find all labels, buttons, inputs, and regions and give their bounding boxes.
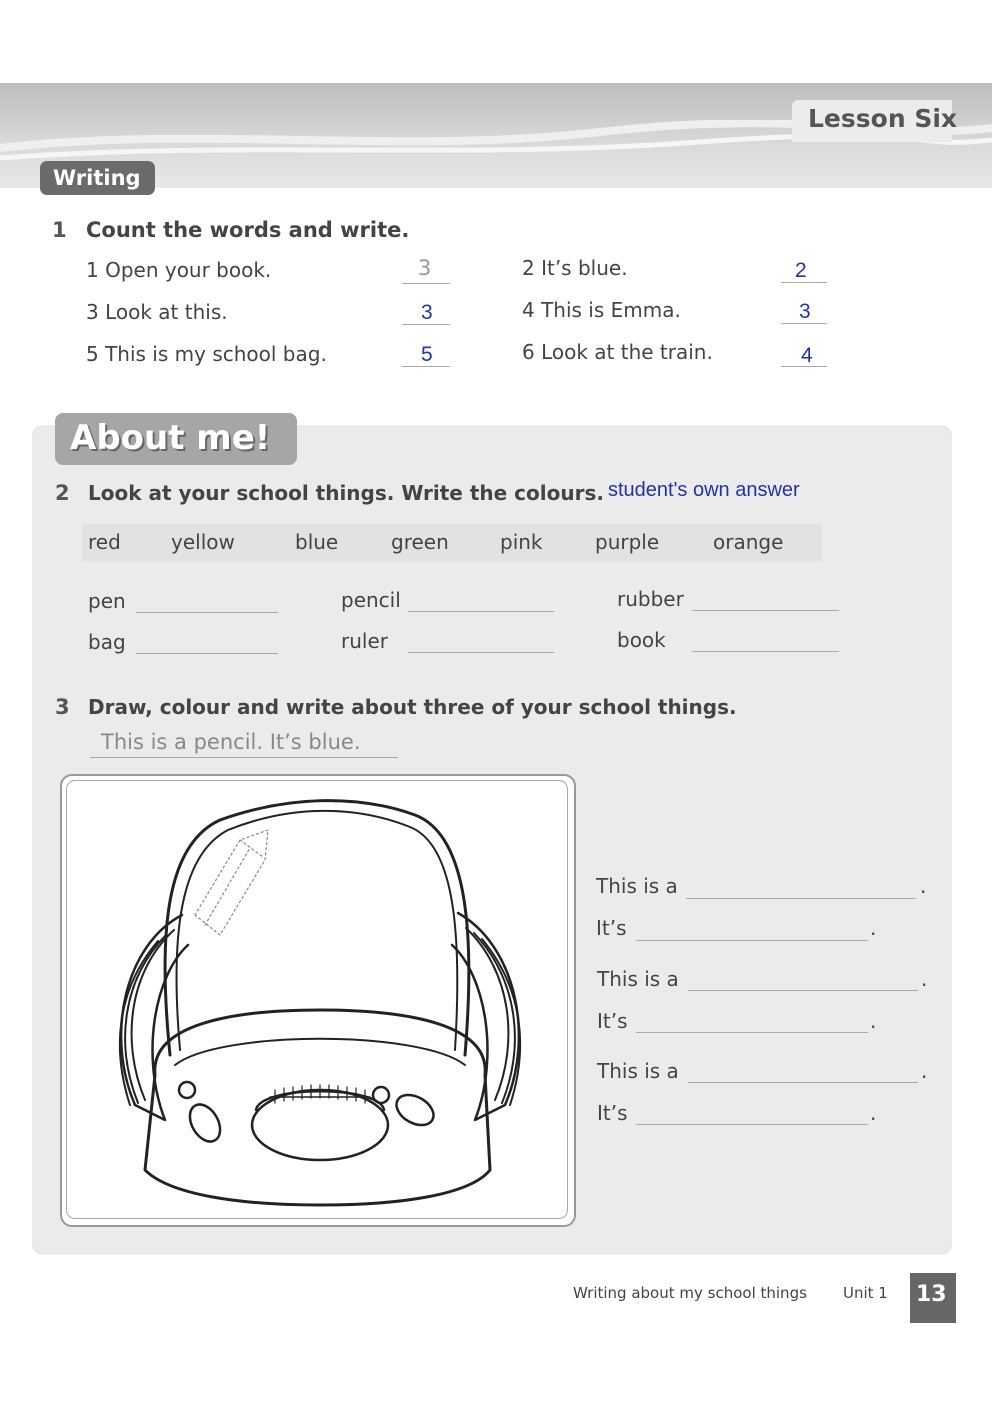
pencil-colour-blank[interactable]	[408, 611, 554, 612]
colour-blank-2[interactable]	[636, 1032, 868, 1033]
ex1-answer-line-3	[402, 324, 450, 325]
pen-colour-blank[interactable]	[136, 612, 278, 613]
ex1-item-4: 4 This is Emma.	[522, 298, 681, 322]
ex1-answer-1: 3	[418, 256, 432, 280]
page-number: 13	[916, 1282, 947, 1307]
period: .	[870, 1101, 877, 1125]
footer-unit: Unit 1	[843, 1284, 888, 1302]
colour-word: yellow	[171, 530, 235, 554]
colour-word: orange	[713, 530, 784, 554]
example-line	[90, 757, 398, 758]
ex1-answer-3[interactable]: 3	[421, 301, 433, 324]
thing-label: rubber	[617, 587, 684, 611]
exercise-2-number: 2	[55, 481, 70, 505]
ex1-answer-line-5	[402, 366, 450, 367]
thing-blank-2[interactable]	[688, 990, 918, 991]
period: .	[870, 1009, 877, 1033]
period: .	[920, 874, 927, 898]
thing-label: book	[617, 628, 666, 652]
ex1-item-3: 3 Look at this.	[86, 300, 228, 324]
ex1-item-6: 6 Look at the train.	[522, 340, 713, 364]
ex1-item-2: 2 It’s blue.	[522, 256, 628, 280]
colour-blank-1[interactable]	[636, 940, 868, 941]
sentence-start-1a: This is a	[596, 874, 678, 898]
ex1-item-1: 1 Open your book.	[86, 258, 272, 282]
thing-label: ruler	[341, 629, 388, 653]
about-me-label: About me!	[70, 418, 271, 458]
ex1-answer-4[interactable]: 3	[799, 300, 811, 323]
writing-section-label: Writing	[53, 166, 141, 190]
colour-blank-3[interactable]	[636, 1124, 868, 1125]
sentence-start-2b: It’s	[597, 1009, 628, 1033]
colour-word: green	[391, 530, 449, 554]
period: .	[921, 967, 928, 991]
ex1-item-5: 5 This is my school bag.	[86, 342, 327, 366]
sentence-start-2a: This is a	[597, 967, 679, 991]
thing-label: pen	[88, 589, 126, 613]
rubber-colour-blank[interactable]	[692, 610, 839, 611]
thing-label: bag	[88, 630, 126, 654]
sentence-start-1b: It’s	[596, 916, 627, 940]
book-colour-blank[interactable]	[692, 651, 839, 652]
thing-blank-1[interactable]	[686, 898, 916, 899]
bag-colour-blank[interactable]	[136, 653, 278, 654]
period: .	[921, 1059, 928, 1083]
exercise-1-instruction: Count the words and write.	[86, 218, 410, 242]
ex1-answer-5[interactable]: 5	[421, 343, 433, 366]
colour-word: blue	[295, 530, 339, 554]
thing-label: pencil	[341, 588, 401, 612]
ex1-answer-line-6	[781, 366, 827, 367]
colour-word: purple	[595, 530, 660, 554]
sentence-start-3b: It’s	[597, 1101, 628, 1125]
ex1-answer-line-4	[781, 323, 827, 324]
colour-word: pink	[500, 530, 543, 554]
exercise-3-instruction: Draw, colour and write about three of your school things.	[88, 695, 737, 719]
exercise-3-number: 3	[55, 695, 70, 719]
colour-word: red	[88, 530, 121, 554]
period: .	[870, 916, 877, 940]
ex1-answer-line-1	[402, 283, 450, 284]
ex1-answer-2[interactable]: 2	[795, 259, 807, 282]
handwritten-note: student's own answer	[608, 479, 800, 501]
ruler-colour-blank[interactable]	[408, 652, 554, 653]
school-bag-illustration	[70, 785, 560, 1210]
ex1-answer-6[interactable]: 4	[801, 344, 813, 367]
ex1-answer-line-2	[781, 282, 827, 283]
exercise-2-instruction: Look at your school things. Write the colours.	[88, 481, 604, 505]
footer-topic: Writing about my school things	[573, 1284, 807, 1302]
thing-blank-3[interactable]	[688, 1082, 918, 1083]
exercise-1-number: 1	[52, 218, 67, 242]
sentence-start-3a: This is a	[597, 1059, 679, 1083]
example-sentence: This is a pencil. It’s blue.	[101, 730, 361, 754]
lesson-title: Lesson Six	[808, 104, 958, 133]
